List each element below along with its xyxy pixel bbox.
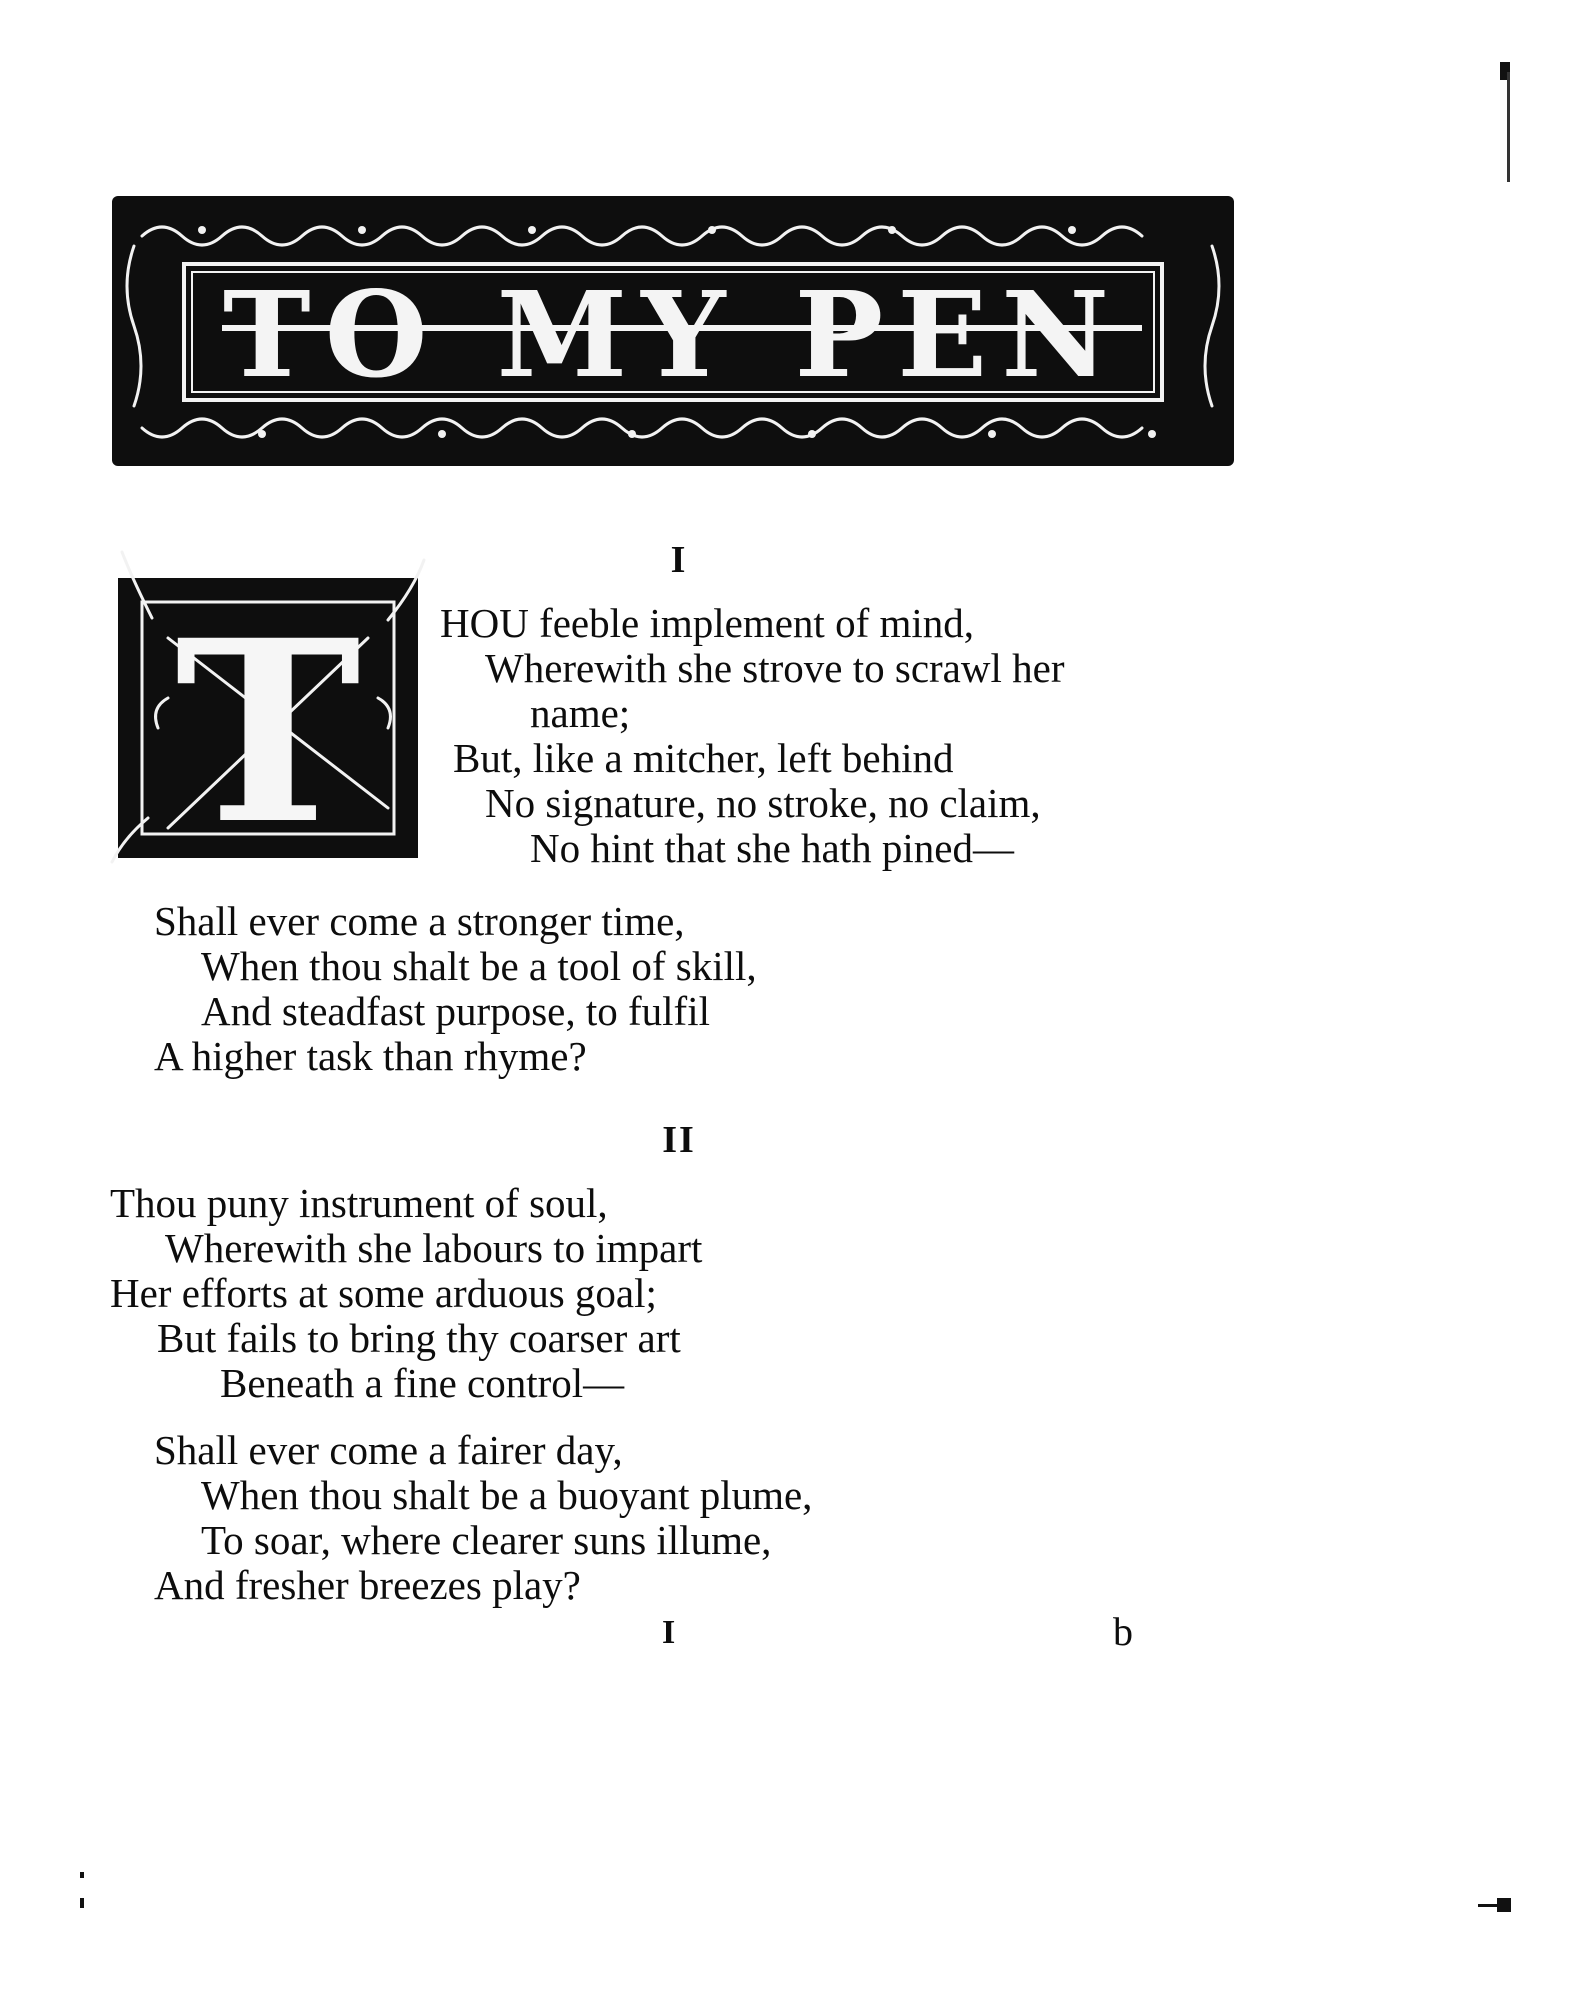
- verse-line: name;: [530, 690, 631, 736]
- verse-line: When thou shalt be a buoyant plume,: [201, 1472, 813, 1518]
- verse-line: Shall ever come a stronger time,: [154, 898, 685, 944]
- scan-mark: [1497, 1898, 1511, 1912]
- section-numeral: II: [662, 1119, 696, 1161]
- scan-mark: [80, 1898, 84, 1908]
- verse-line: Thou puny instrument of soul,: [110, 1180, 608, 1226]
- banner-title: TO MY PEN: [222, 265, 1124, 404]
- verse-line: Her efforts at some arduous goal;: [110, 1270, 657, 1316]
- verse-line: A higher task than rhyme?: [154, 1033, 587, 1079]
- verse-line: And fresher breezes play?: [154, 1562, 581, 1608]
- verse-line: But, like a mitcher, left behind: [453, 735, 954, 781]
- scan-mark: [1507, 72, 1510, 182]
- signature-mark: b: [1113, 1609, 1133, 1654]
- page-number: I: [662, 1614, 676, 1651]
- verse-line: To soar, where clearer suns illume,: [201, 1517, 772, 1563]
- drop-cap-letter: T: [174, 585, 362, 866]
- verse-line: HOU feeble implement of mind,: [440, 600, 975, 646]
- verse-line: When thou shalt be a tool of skill,: [201, 943, 757, 989]
- verse-line: And steadfast purpose, to fulfil: [201, 988, 710, 1034]
- drop-cap: [108, 548, 438, 866]
- title-banner: [112, 196, 1234, 466]
- verse-line: Shall ever come a fairer day,: [154, 1427, 623, 1473]
- section-numeral: I: [670, 539, 688, 581]
- verse-line: Wherewith she labours to impart: [165, 1225, 703, 1271]
- title-banner-artwork: [112, 196, 1234, 466]
- verse-line: Wherewith she strove to scrawl her: [485, 645, 1065, 691]
- verse-line: But fails to bring thy coarser art: [157, 1315, 681, 1361]
- verse-line: Beneath a fine control—: [220, 1360, 625, 1406]
- verse-line: No hint that she hath pined—: [530, 825, 1014, 871]
- verse-line: No signature, no stroke, no claim,: [485, 780, 1041, 826]
- drop-cap-artwork: [108, 548, 438, 866]
- scan-mark: [80, 1872, 84, 1878]
